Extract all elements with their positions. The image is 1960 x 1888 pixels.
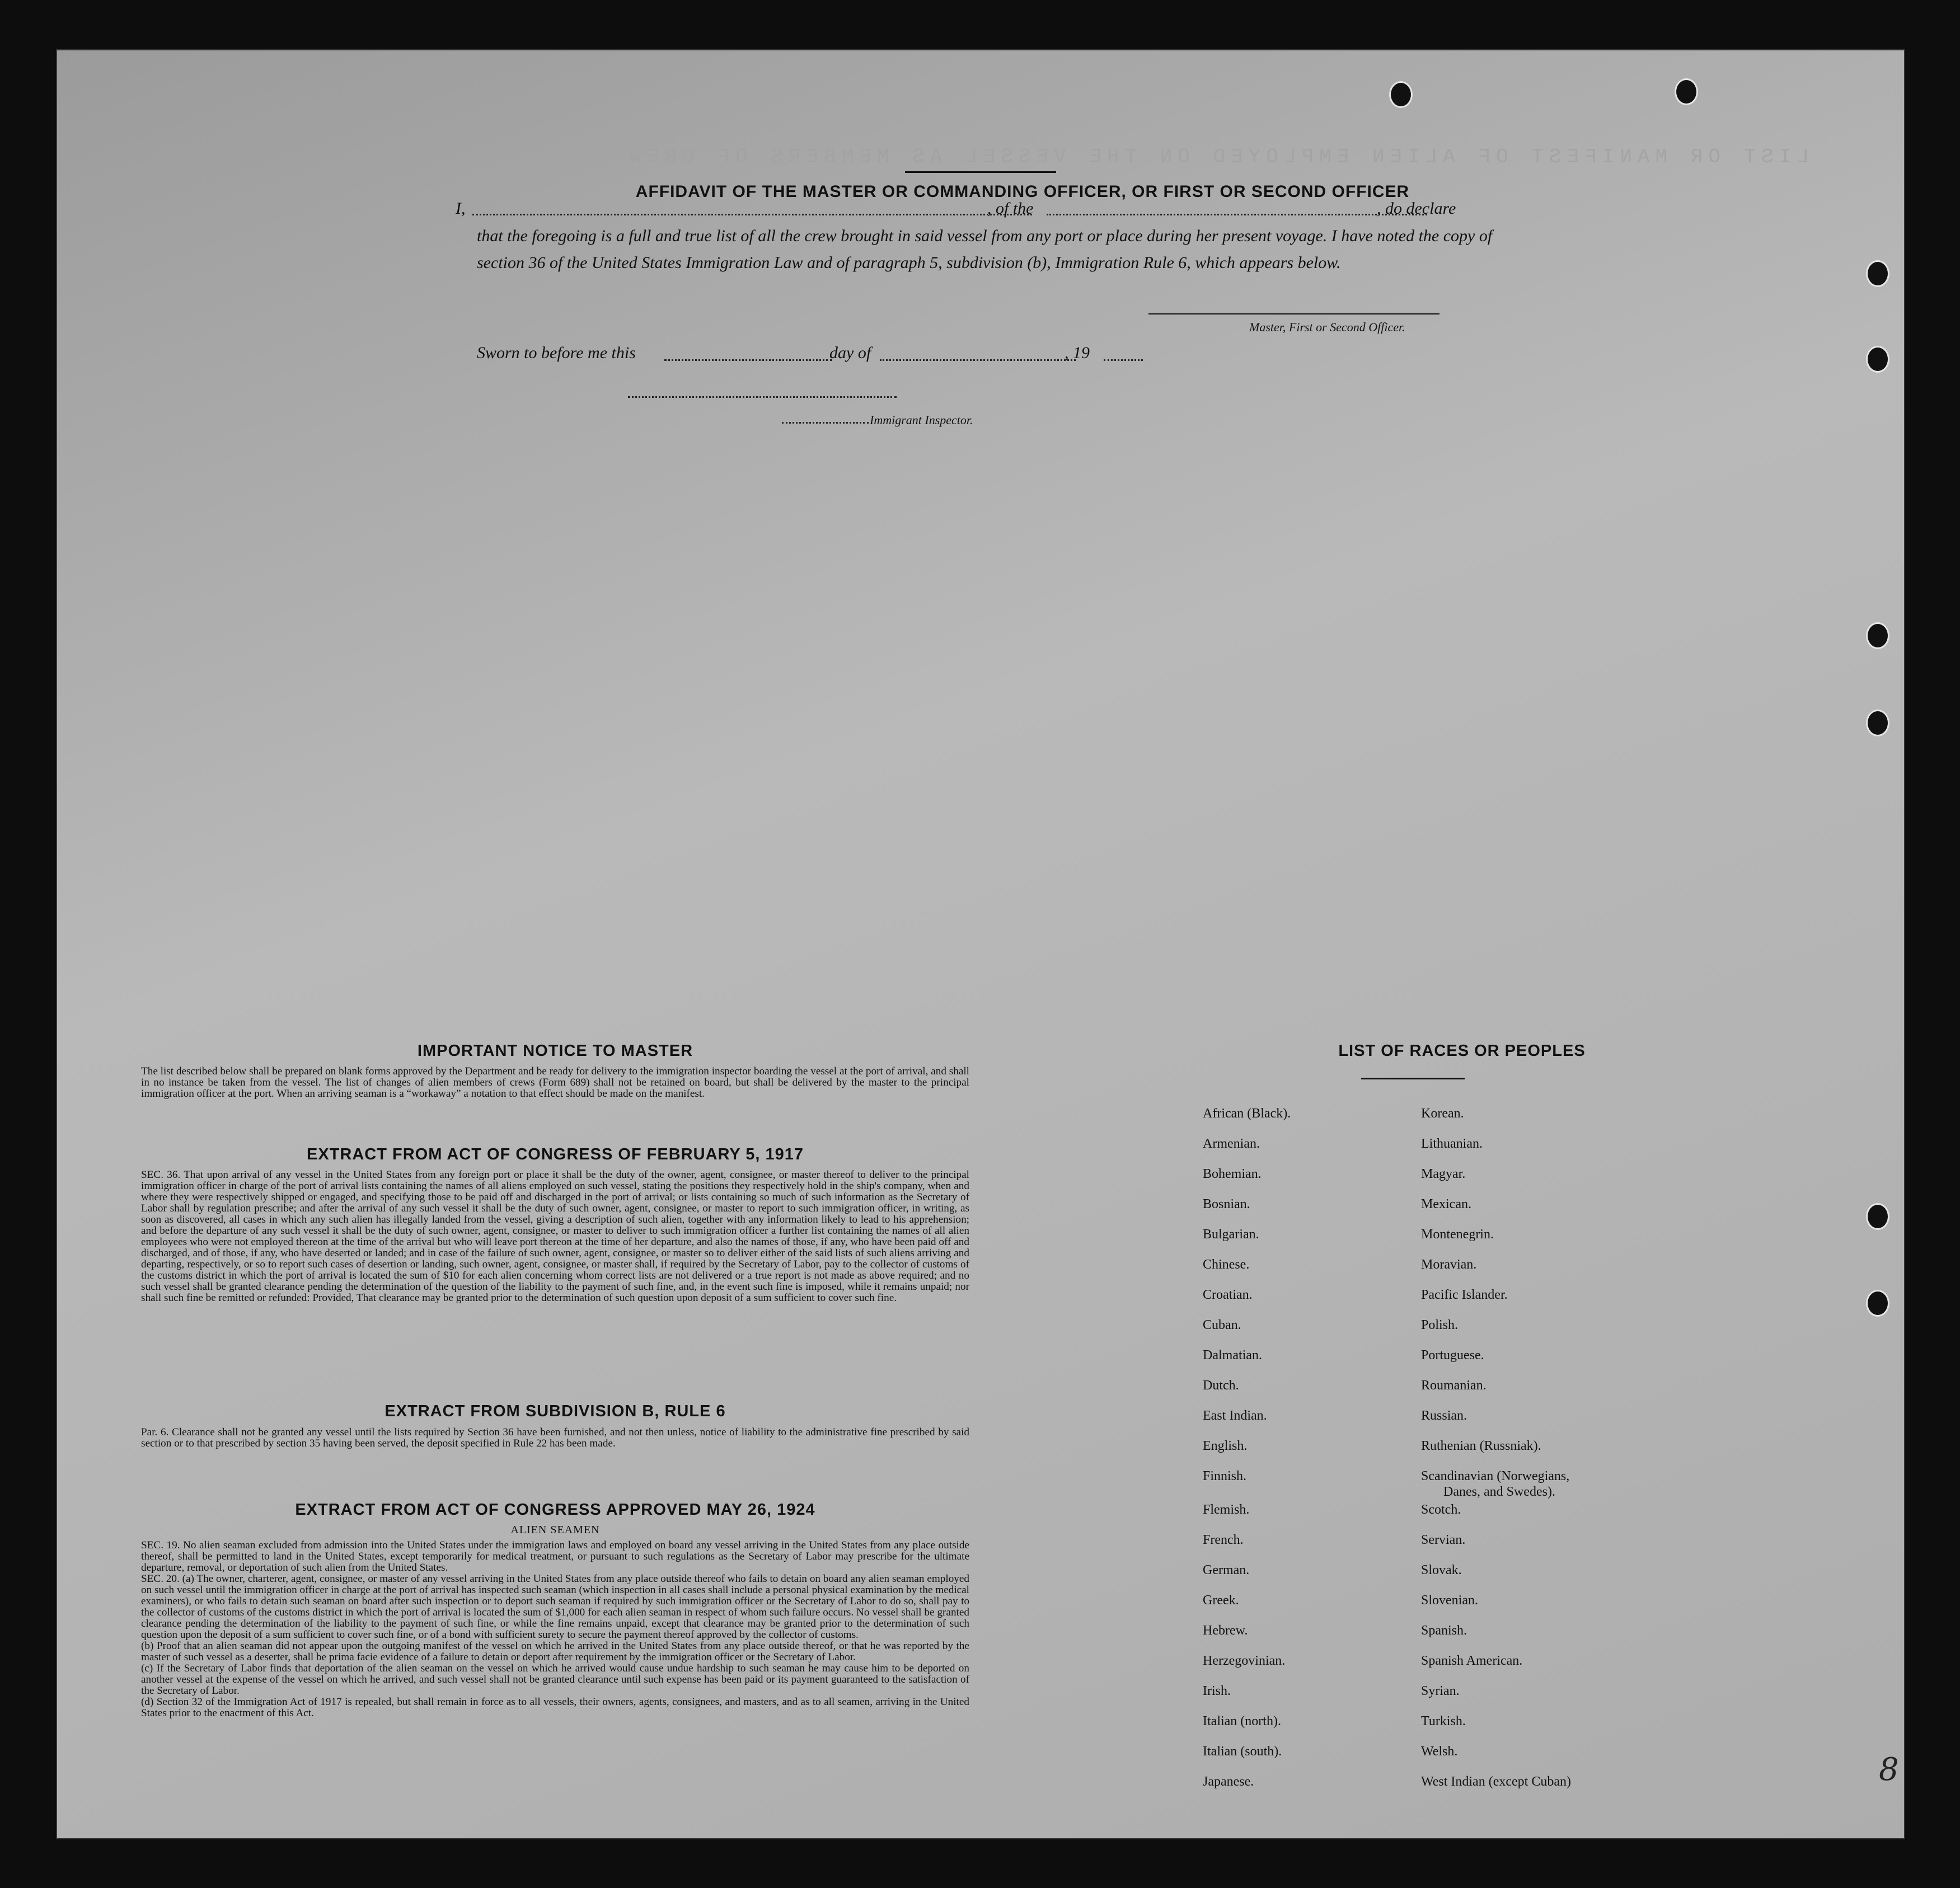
extract-1924-subtitle: ALIEN SEAMEN [510, 1524, 600, 1536]
race-item: Flemish. [1203, 1502, 1250, 1517]
extract-1917-title: EXTRACT FROM ACT OF CONGRESS OF FEBRUARY 5, 1917 [306, 1145, 804, 1163]
race-item: Italian (south). [1203, 1744, 1282, 1759]
race-item: Moravian. [1421, 1257, 1477, 1272]
race-item: Scotch. [1421, 1502, 1461, 1517]
extract-1917-text: SEC. 36. That upon arrival of any vessel in the United States from any foreign port or place it shall be the duty of the owner, agent, consignee, or master thereof to deliver to the principal immigration officer in charge of the port of arrival lists containing the names of all aliens employed on such vessel, stating the positions they respectively hold in the ship's company, when and where they were respectively shipped or engaged, and specifying those to be paid off and discharged in the port of arrival; or lists containing so much of such information as the Secretary of Labor shall by regulation prescribe; and after the arrival of any such vessel it shall be the duty of such owner, agent, consignee, or master to report to such immigration officer, in writing, as soon as discovered, all cases in which any such alien has illegally landed from the vessel, giving a description of such alien, together with any information likely to lead to his apprehension; and before the departure of any such vessel it shall be the duty of such owner, agent, consignee, or master to deliver to such immigration officer a further list containing the names of all alien employees who were not employed thereon at the time of the arrival but who will leave port thereon at the time of her departure, and also the names of those, if any, who have been paid off and discharged, and of those, if any, who have deserted or landed; and in case of the failure of such owner, agent, consignee, or master so to deliver either of the said lists of such aliens arriving and departing, respectively, or so to report such cases of desertion or landing, such owner, agent, consignee, or master shall, if required by the Secretary of Labor, pay to the collector of customs of the customs district in which the port of arrival is located the sum of $10 for each alien concerning whom correct lists are not delivered or a true report is not made as above required; and no such vessel shall be granted clearance pending the determination of the question of the liability to the payment of such fine, and, in the event such fine is imposed, while it remains unpaid; nor shall such fine be remitted or refunded: Provided, That clearance may be granted prior to the determination of such question upon deposit of a sum sufficient to cover such fine. [141, 1169, 969, 1304]
race-item: Japanese. [1203, 1774, 1254, 1789]
race-item: Roumanian. [1421, 1378, 1487, 1393]
race-item: Slovak. [1421, 1563, 1462, 1577]
sec-20d-paragraph: (d) Section 32 of the Immigration Act of 1917 is repealed, but shall remain in force as to all vessels, their owners, agents, consignees, and masters, and as to all seamen, arriving in the United States prior to the enactment of this Act. [141, 1696, 969, 1719]
race-item: Servian. [1421, 1533, 1466, 1547]
race-item: Irish. [1203, 1684, 1231, 1698]
race-item: Greek. [1203, 1593, 1239, 1608]
race-item: Armenian. [1203, 1136, 1260, 1151]
race-item: Spanish American. [1421, 1654, 1523, 1668]
race-item: Hebrew. [1203, 1623, 1248, 1638]
race-item: Welsh. [1421, 1744, 1458, 1759]
races-title-rule [1361, 1078, 1465, 1079]
sworn-year-field[interactable] [1104, 359, 1143, 361]
punch-hole-right-6 [1866, 1290, 1889, 1317]
document-page [56, 49, 1905, 1839]
race-item: Russian. [1421, 1408, 1467, 1423]
punch-hole-right-1 [1866, 260, 1889, 287]
page-number-mark: 8 [1879, 1751, 1899, 1788]
race-item: Danes, and Swedes). [1443, 1485, 1555, 1499]
extract-1924-text [141, 1540, 969, 1719]
affidavit-title: AFFIDAVIT OF THE MASTER OR COMMANDING OFFICER, OR FIRST OR SECOND OFFICER [635, 182, 1410, 201]
punch-hole-right-4 [1866, 710, 1889, 736]
race-item: Cuban. [1203, 1318, 1241, 1332]
race-item: French. [1203, 1533, 1244, 1547]
master-signature-line [1148, 313, 1439, 314]
extract-rule6-title: EXTRACT FROM SUBDIVISION B, RULE 6 [385, 1402, 726, 1420]
notice-title: IMPORTANT NOTICE TO MASTER [417, 1042, 693, 1060]
vessel-name-field[interactable] [1047, 214, 1427, 215]
race-item: Bosnian. [1203, 1197, 1250, 1211]
of-the-label: , of the [987, 199, 1034, 218]
race-item: Dutch. [1203, 1378, 1239, 1393]
race-item: Pacific Islander. [1421, 1288, 1508, 1302]
race-item: Bulgarian. [1203, 1227, 1259, 1242]
race-item: German. [1203, 1563, 1250, 1577]
races-title: LIST OF RACES OR PEOPLES [1338, 1042, 1586, 1060]
sec-20a-paragraph: SEC. 20. (a) The owner, charterer, agent, consignee, or master of any vessel arriving in the United States from any place outside thereof who fails to detain on board any alien seaman employed on such vessel until the immigration officer in charge at the port of arrival has inspected such seaman (which inspection in all cases shall include a personal physical examination by the medical examiners), or who fails to detain such seaman on board after such inspection or to deport such seaman if required by such immigration officer or the Secretary of Labor to do so, shall pay to the collector of customs of the customs district in which the port of arrival is located the sum of $1,000 for each alien seaman in respect of whom such failure occurs. No vessel shall be granted clearance pending the determination of the liability to the payment of such fine, or while the fine remains unpaid, except that clearance may be granted prior to the determination of such question upon the deposit of a sum sufficient to cover such fine, or of a bond with sufficient surety to secure the payment thereof approved by the collector of customs. [141, 1573, 970, 1641]
sworn-day-field[interactable] [664, 359, 832, 361]
race-item: West Indian (except Cuban) [1421, 1774, 1571, 1789]
inspector-signature-line [628, 396, 897, 398]
master-signature-label: Master, First or Second Officer. [1249, 320, 1405, 334]
sworn-month-field[interactable] [880, 359, 1076, 361]
race-item: Lithuanian. [1421, 1136, 1483, 1151]
race-item: Magyar. [1421, 1167, 1466, 1181]
affidavit-body: that the foregoing is a full and true list of all the crew brought in said vessel from any port or place during her present voyage. I have noted the copy of section 36 of the United States Immigration Law and of paragraph 5, subdivision (b), Immigration Rule 6, which appears below. [477, 227, 1493, 272]
inspector-label: Immigrant Inspector. [870, 413, 973, 427]
punch-hole-right-5 [1866, 1203, 1889, 1230]
extract-1924-title: EXTRACT FROM ACT OF CONGRESS APPROVED MAY 26, 1924 [295, 1501, 815, 1519]
affidavit-title-rule [905, 171, 1056, 173]
race-item: Polish. [1421, 1318, 1459, 1332]
sworn-label: Sworn to before me this [477, 344, 636, 362]
declarant-label: I, [456, 199, 466, 218]
punch-hole-top-2 [1675, 78, 1698, 105]
race-item: Bohemian. [1203, 1167, 1262, 1181]
race-item: Korean. [1421, 1106, 1464, 1121]
race-item: Spanish. [1421, 1623, 1467, 1638]
race-item: English. [1203, 1439, 1248, 1453]
punch-hole-right-3 [1866, 622, 1889, 649]
race-item: East Indian. [1203, 1408, 1267, 1423]
sec-19-paragraph: SEC. 19. No alien seaman excluded from admission into the United States under the immigration laws and employed on board any vessel arriving in the United States from any place outside thereof, shall be permitted to land in the United States, except temporarily for medical treatment, or pursuant to such regulations as the Secretary of Labor may prescribe for the ultimate departure, removal, or deportation of such alien from the United States. [141, 1539, 969, 1574]
race-item: Mexican. [1421, 1197, 1471, 1211]
race-item: Portuguese. [1421, 1348, 1484, 1363]
sec-20b-paragraph: (b) Proof that an alien seaman did not appear upon the outgoing manifest of the vessel on which he arrived in the United States from any place outside thereof, or that he was reported by the master of such vessel as a deserter, shall be prima facie evidence of a failure to detain or deport after requirement by the immigration officer or the Secretary of Labor. [141, 1640, 969, 1663]
bleed-through-header: LIST OR MANIFEST OF ALIEN EMPLOYED ON THE VESSEL AS MEMBERS OF CREW [623, 145, 1809, 168]
notice-text: The list described below shall be prepared on blank forms approved by the Department and be ready for delivery to the immigration inspector boarding the vessel at the port of arrival, and shall in no instance be taken from the vessel. The list of changes of alien members of crews (Form 689) shall not be retained on board, but shall be delivered by the master to the principal immigration officer at the port. When an arriving seaman is a “workaway” a notation to that effect should be made on the manifest. [141, 1065, 969, 1100]
race-item: Scandinavian (Norwegians, [1421, 1469, 1570, 1483]
race-item: Ruthenian (Russniak). [1421, 1439, 1541, 1453]
race-item: Slovenian. [1421, 1593, 1478, 1608]
day-of-label: day of [829, 344, 871, 362]
year-label: , 19 [1065, 344, 1090, 362]
race-item: Chinese. [1203, 1257, 1250, 1272]
inspector-lead-dots [782, 422, 869, 424]
race-item: Italian (north). [1203, 1714, 1281, 1729]
race-item: Montenegrin. [1421, 1227, 1494, 1242]
punch-hole-right-2 [1866, 346, 1889, 373]
do-declare-label: , do declare [1377, 199, 1456, 218]
race-item: Turkish. [1421, 1714, 1466, 1729]
punch-hole-top-1 [1389, 81, 1413, 108]
sec-20c-paragraph: (c) If the Secretary of Labor finds that deportation of the alien seaman on the vessel on which he arrived would cause undue hardship to such seaman he may cause him to be deported on another vessel at the expense of the vessel on which he arrived, and such vessel shall not be granted clearance until such expense has been paid or its payment guaranteed to the satisfaction of the Secretary of Labor. [141, 1662, 969, 1697]
race-item: Finnish. [1203, 1469, 1247, 1483]
race-item: Herzegovinian. [1203, 1654, 1286, 1668]
declarant-name-field[interactable] [472, 214, 1032, 215]
race-item: Syrian. [1421, 1684, 1460, 1698]
race-item: Dalmatian. [1203, 1348, 1262, 1363]
extract-rule6-text: Par. 6. Clearance shall not be granted any vessel until the lists required by Section 36 have been furnished, and not then unless, notice of liability to the administrative fine prescribed by said section or to that prescribed by section 35 having been served, the deposit specified in Rule 22 has been made. [141, 1426, 969, 1449]
race-item: Croatian. [1203, 1288, 1253, 1302]
race-item: African (Black). [1203, 1106, 1291, 1121]
